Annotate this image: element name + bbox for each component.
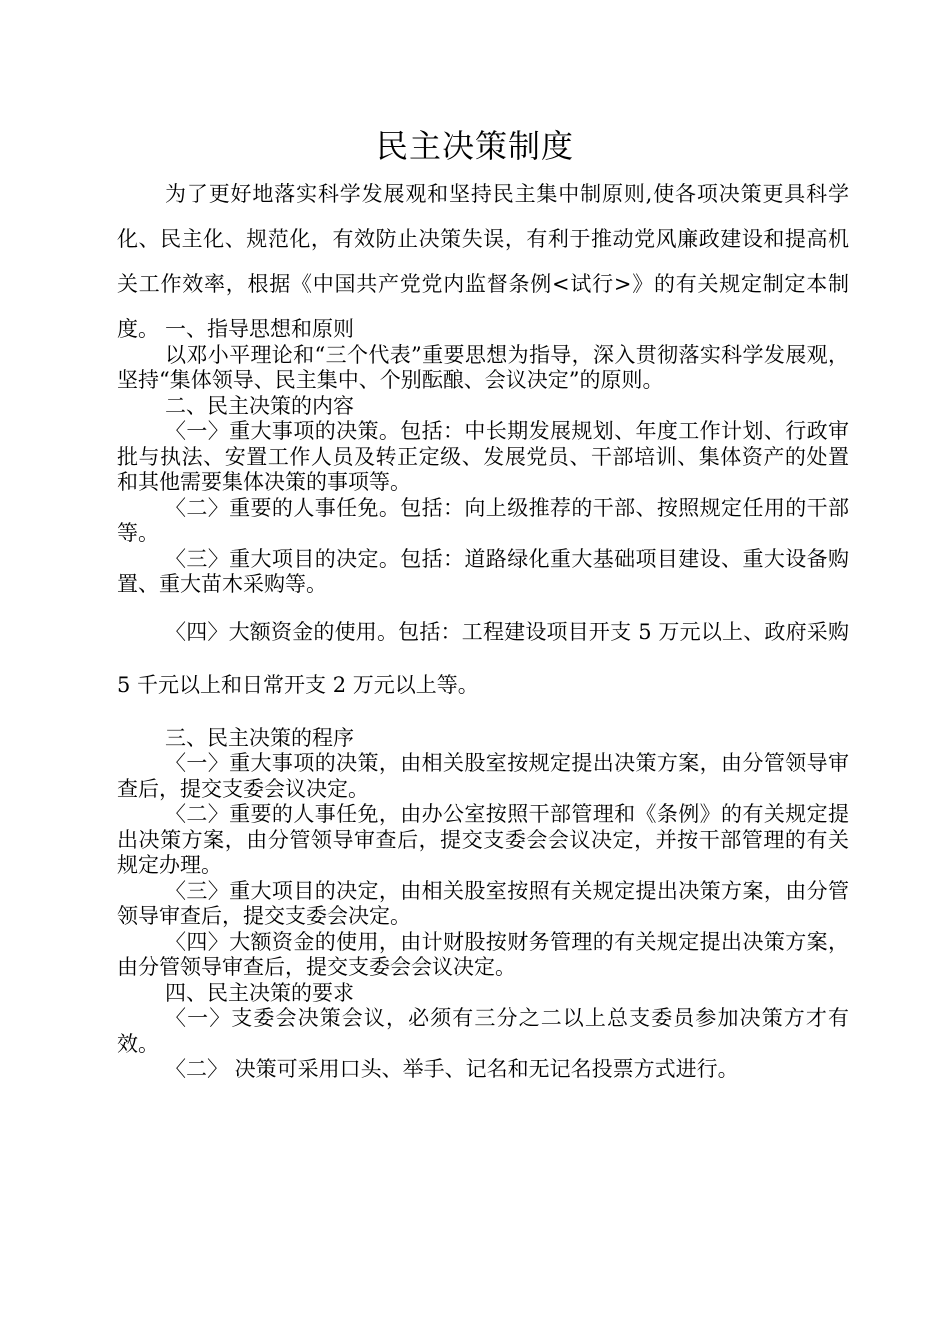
paragraph-procedure-item-4: 〈四〉大额资金的使用，由计财股按财务管理的有关规定提出决策方案，由分管领导审查后，提交支委会会议决定。 bbox=[117, 929, 849, 979]
section-heading-decision-requirements: 四、民主决策的要求 bbox=[165, 980, 354, 1005]
paragraph-procedure-item-3: 〈三〉重大项目的决定，由相关股室按照有关规定提出决策方案，由分管领导审查后，提交支委会决定。 bbox=[117, 878, 849, 928]
paragraph-content-item-2: 〈二〉重要的人事任免。包括：向上级推荐的干部、按照规定任用的干部等。 bbox=[117, 495, 849, 545]
paragraph-procedure-item-2: 〈二〉重要的人事任免，由办公室按照干部管理和《条例》的有关规定提出决策方案，由分管领导审查后，提交支委会会议决定，并按干部管理的有关规定办理。 bbox=[117, 802, 849, 877]
paragraph-content-item-3: 〈三〉重大项目的决定。包括：道路绿化重大基础项目建设、重大设备购置、重大苗木采购等。 bbox=[117, 546, 849, 596]
paragraph-requirement-item-1: 〈一〉支委会决策会议，必须有三分之二以上总支委员参加决策方才有效。 bbox=[117, 1006, 849, 1056]
document-title: 民主决策制度 bbox=[375, 127, 574, 165]
paragraph-content-item-1: 〈一〉重大事项的决策。包括：中长期发展规划、年度工作计划、行政审批与执法、安置工作人员及转正定级、发展党员、干部培训、集体资产的处置和其他需要集体决策的事项等。 bbox=[117, 419, 849, 494]
section-heading-decision-procedure: 三、民主决策的程序 bbox=[165, 725, 354, 750]
paragraph-procedure-item-1: 〈一〉重大事项的决策，由相关股室按规定提出决策方案，由分管领导审查后，提交支委会议决定。 bbox=[117, 751, 849, 801]
section-heading-decision-content: 二、民主决策的内容 bbox=[165, 393, 354, 418]
section-heading-guiding-principles: 一、指导思想和原则 bbox=[165, 317, 354, 341]
paragraph-content-item-4: 〈四〉大额资金的使用。包括：工程建设项目开支 5 万元以上、政府采购 5 千元以上和日常开支 2 万元以上等。 bbox=[117, 619, 849, 697]
document-body bbox=[117, 317, 849, 1083]
paragraph-guiding-principles: 以邓小平理论和“三个代表”重要思想为指导，深入贯彻落实科学发展观，坚持“集体领导、民主集中、个别酝酿、会议决定”的原则。 bbox=[117, 342, 849, 392]
intro-paragraph: 为了更好地落实科学发展观和坚持民主集中制原则,使各项决策更具科学化、民主化、规范化，有效防止决策失误，有利于推动党风廉政建设和提高机关工作效率，根据《中国共产党党内监督条例<试行>》的有关规定制定本制度。 bbox=[117, 182, 849, 341]
paragraph-requirement-item-2: 〈二〉 决策可采用口头、举手、记名和无记名投票方式进行。 bbox=[165, 1057, 739, 1081]
